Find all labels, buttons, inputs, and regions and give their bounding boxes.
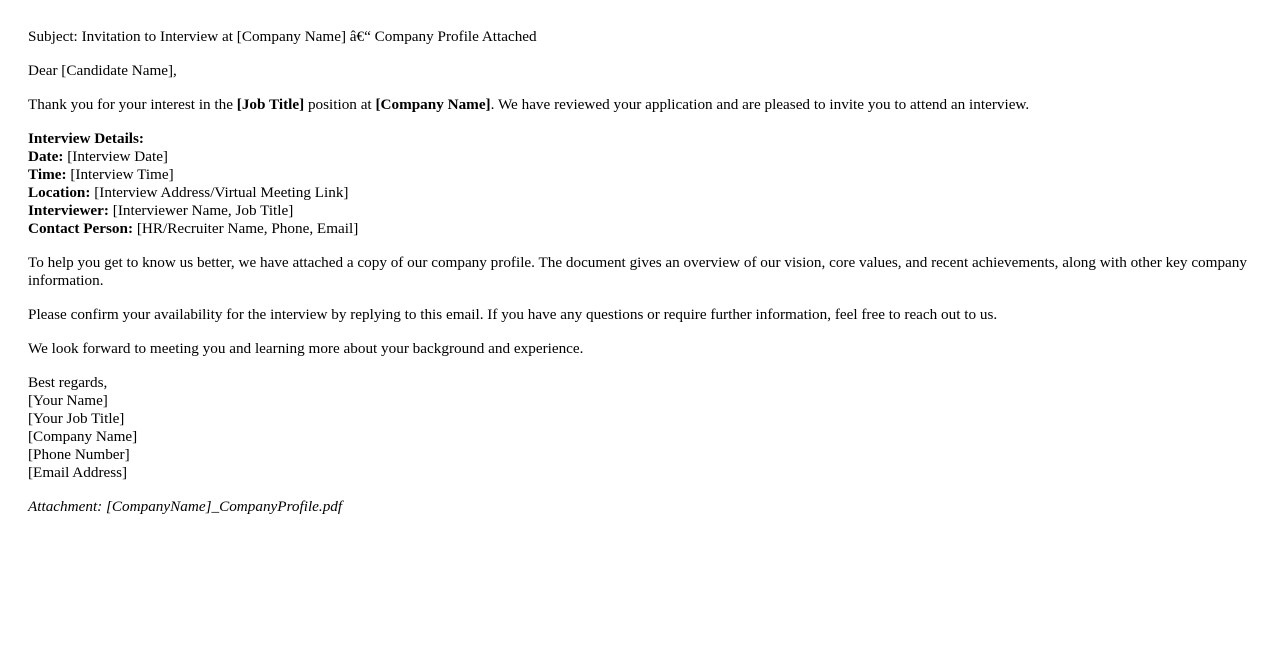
details-contact-person [28, 220, 1258, 238]
attachment-line: Attachment: [CompanyName]_CompanyProfile.pdf [28, 498, 343, 515]
email-document [28, 28, 1258, 532]
intro-company-name: [Company Name] [375, 96, 491, 113]
location-value: [Interview Address/Virtual Meeting Link] [90, 184, 349, 201]
company-profile-paragraph: To help you get to know us better, we have attached a copy of our company profile. The document gives an overview of our vision, core values, and recent achievements, along with other key company information. [28, 254, 1247, 289]
signature-company: [Company Name] [28, 428, 138, 445]
details-date [28, 148, 1258, 166]
intro-paragraph [28, 96, 1258, 114]
interviewer-label: Interviewer: [28, 202, 109, 219]
email-greeting: Dear [Candidate Name], [28, 62, 177, 79]
location-label: Location: [28, 184, 91, 201]
closing-paragraph: We look forward to meeting you and learning more about your background and experience. [28, 340, 584, 357]
intro-text-2: position at [304, 96, 376, 113]
time-label: Time: [28, 166, 67, 183]
email-subject: Subject: Invitation to Interview at [Company Name] â€“ Company Profile Attached [28, 28, 537, 45]
signature-phone: [Phone Number] [28, 446, 130, 463]
intro-text-1: Thank you for your interest in the [28, 96, 237, 113]
details-time [28, 166, 1258, 184]
time-value: [Interview Time] [66, 166, 174, 183]
details-location [28, 184, 1258, 202]
contact-label: Contact Person: [28, 220, 134, 237]
intro-text-3: . We have reviewed your application and are pleased to invite you to attend an interview. [490, 96, 1030, 113]
signature-sign-off: Best regards, [28, 374, 108, 391]
email-signature [28, 374, 1258, 482]
signature-job-title: [Your Job Title] [28, 410, 125, 427]
intro-job-title: [Job Title] [236, 96, 305, 113]
confirm-availability-paragraph: Please confirm your availability for the interview by replying to this email. If you have any questions or require further information, feel free to reach out to us. [28, 306, 998, 323]
details-interviewer [28, 202, 1258, 220]
contact-value: [HR/Recruiter Name, Phone, Email] [133, 220, 359, 237]
date-label: Date: [28, 148, 64, 165]
signature-email: [Email Address] [28, 464, 128, 481]
date-value: [Interview Date] [63, 148, 168, 165]
signature-name: [Your Name] [28, 392, 108, 409]
interviewer-value: [Interviewer Name, Job Title] [108, 202, 294, 219]
details-heading: Interview Details: [28, 130, 144, 147]
interview-details [28, 130, 1258, 238]
